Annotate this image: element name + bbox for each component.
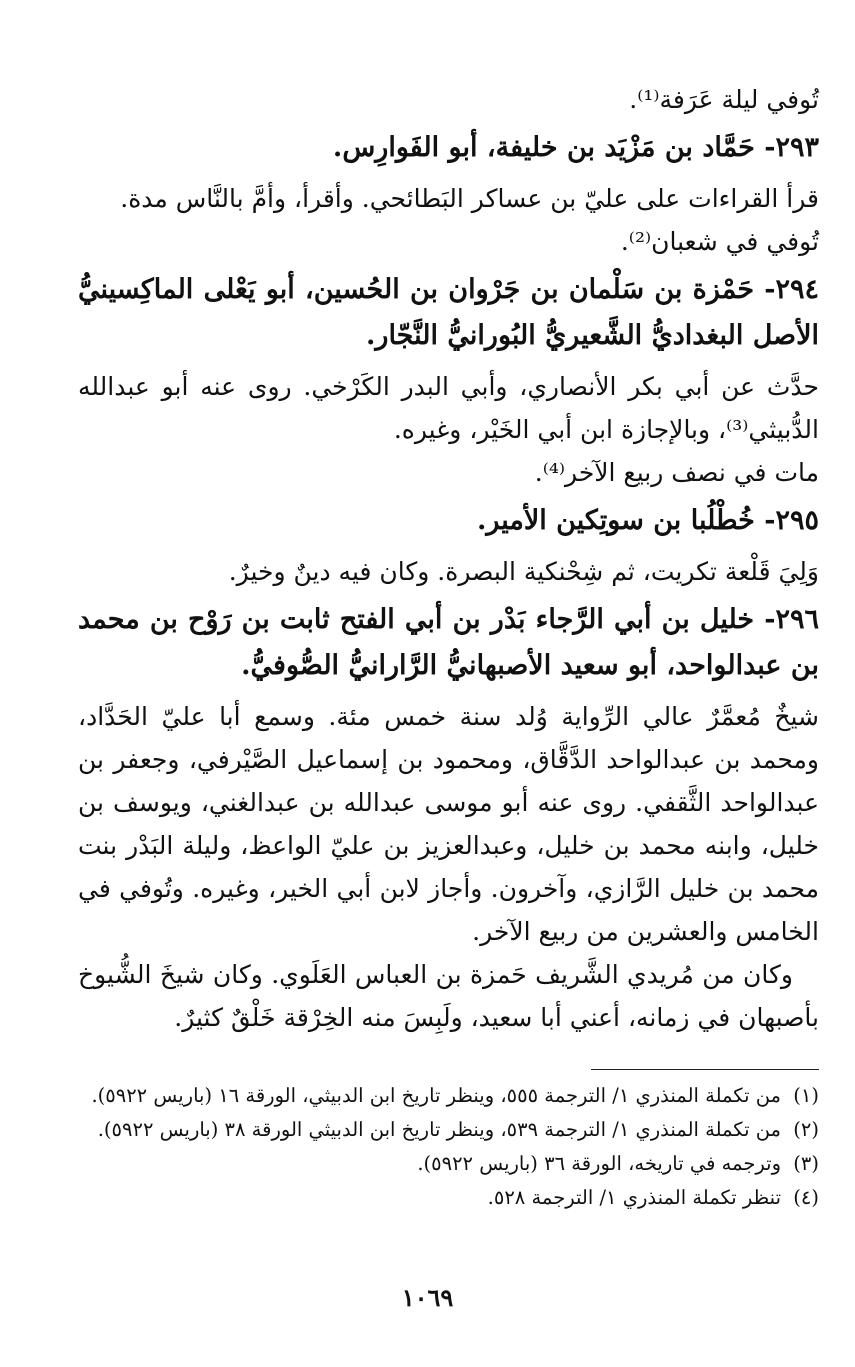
footnotes: [78, 1080, 819, 1213]
entry-death-293: تُوفي في شعبان⁽²⁾.: [620, 227, 819, 256]
paragraph-death-date: تُوفي ليلة عَرَفة⁽¹⁾.: [629, 85, 819, 114]
entry-heading-293: ٢٩٣- حَمَّاد بن مَزْيَد بن خليفة، أبو الفَوارِس.: [332, 132, 819, 163]
footnote-item: [78, 1080, 819, 1111]
entry-body-296: شيخٌ مُعمَّرٌ عالي الرِّواية وُلد سنة خمس مئة. وسمع أبا عليّ الحَدَّاد، ومحمد بن عبدالواحد الدَّقَّاق، ومحمود بن إسماعيل الصَّيْرفي، وجعفر بن عبدالواحد الثَّقفي. روى عنه أبو موسى عبدالله بن عبدالغني، ويوسف بن خليل، وابنه محمد بن خليل، وعبدالعزيز بن عليّ الواعظ، وليلة البَدْر بنت محمد بن خليل الرَّازي، وآخرون. وأجاز لابن أبي الخير، وغيره. وتُوفي في الخامس والعشرين من ربيع الآخر.: [78, 702, 819, 946]
footnote-text: من تكملة المنذري ١/ الترجمة ٥٥٥، وينظر تاريخ ابن الدبيثي، الورقة ١٦ (باريس ٥٩٢٢).: [91, 1084, 781, 1107]
footnote-item: [78, 1182, 819, 1213]
footnote-text: من تكملة المنذري ١/ الترجمة ٥٣٩، وينظر تاريخ ابن الدبيثي الورقة ٣٨ (باريس ٥٩٢٢).: [97, 1118, 781, 1141]
entry-body-293: قرأ القراءات على عليّ بن عساكر البَطائحي. وأقرأ، وأمَّ بالنَّاس مدة.: [120, 184, 819, 213]
footnote-item: [78, 1114, 819, 1145]
footnote-text: وترجمه في تاريخه، الورقة ٣٦ (باريس ٥٩٢٢).: [417, 1152, 781, 1175]
entry-death-294: مات في نصف ربيع الآخر⁽⁴⁾.: [534, 458, 819, 487]
footnote-number: (٤): [793, 1186, 819, 1209]
footnote-number: (٣): [793, 1152, 819, 1175]
page-number: ١٠٦٩: [401, 1283, 454, 1312]
footnote-text: تنظر تكملة المنذري ١/ الترجمة ٥٢٨.: [487, 1186, 781, 1209]
footnote-item: [78, 1148, 819, 1179]
footnote-number: (١): [793, 1084, 819, 1107]
footnote-separator: [591, 1069, 819, 1070]
entry-body-295: وَلِيَ قَلْعة تكريت، ثم شِحْنكية البصرة. وكان فيه دينٌ وخيرٌ.: [228, 557, 819, 586]
entry-heading-294: ٢٩٤- حَمْزة بن سَلْمان بن جَرْوان بن الحُسين، أبو يَعْلى الماكِسينيُّ الأصل البغداديُّ الشَّعيريُّ البُورانيُّ النَّجّار.: [78, 274, 819, 351]
entry-body-294: حدَّث عن أبي بكر الأنصاري، وأبي البدر الكَرْخي. روى عنه أبو عبدالله الدُّبيثي⁽³⁾، وبالإجازة ابن أبي الخَيْر، وغيره.: [78, 372, 819, 444]
entry-body-296-continued: وكان من مُريدي الشَّريف حَمزة بن العباس العَلَوي. وكان شيخَ الشُّيوخ بأصبهان في زمانه، أعني أبا سعيد، ولَبِسَ منه الخِرْقة خَلْقٌ كثيرٌ.: [78, 960, 819, 1032]
entry-heading-295: ٢٩٥- خُطْلُبا بن سوتِكين الأمير.: [476, 505, 819, 536]
entry-heading-296: ٢٩٦- خليل بن أبي الرَّجاء بَدْر بن أبي الفتح ثابت بن رَوْح بن محمد بن عبدالواحد، أبو سعيد الأصبهانيُّ الرَّارانيُّ الصُّوفيُّ.: [78, 604, 819, 681]
footnote-number: (٢): [793, 1118, 819, 1141]
